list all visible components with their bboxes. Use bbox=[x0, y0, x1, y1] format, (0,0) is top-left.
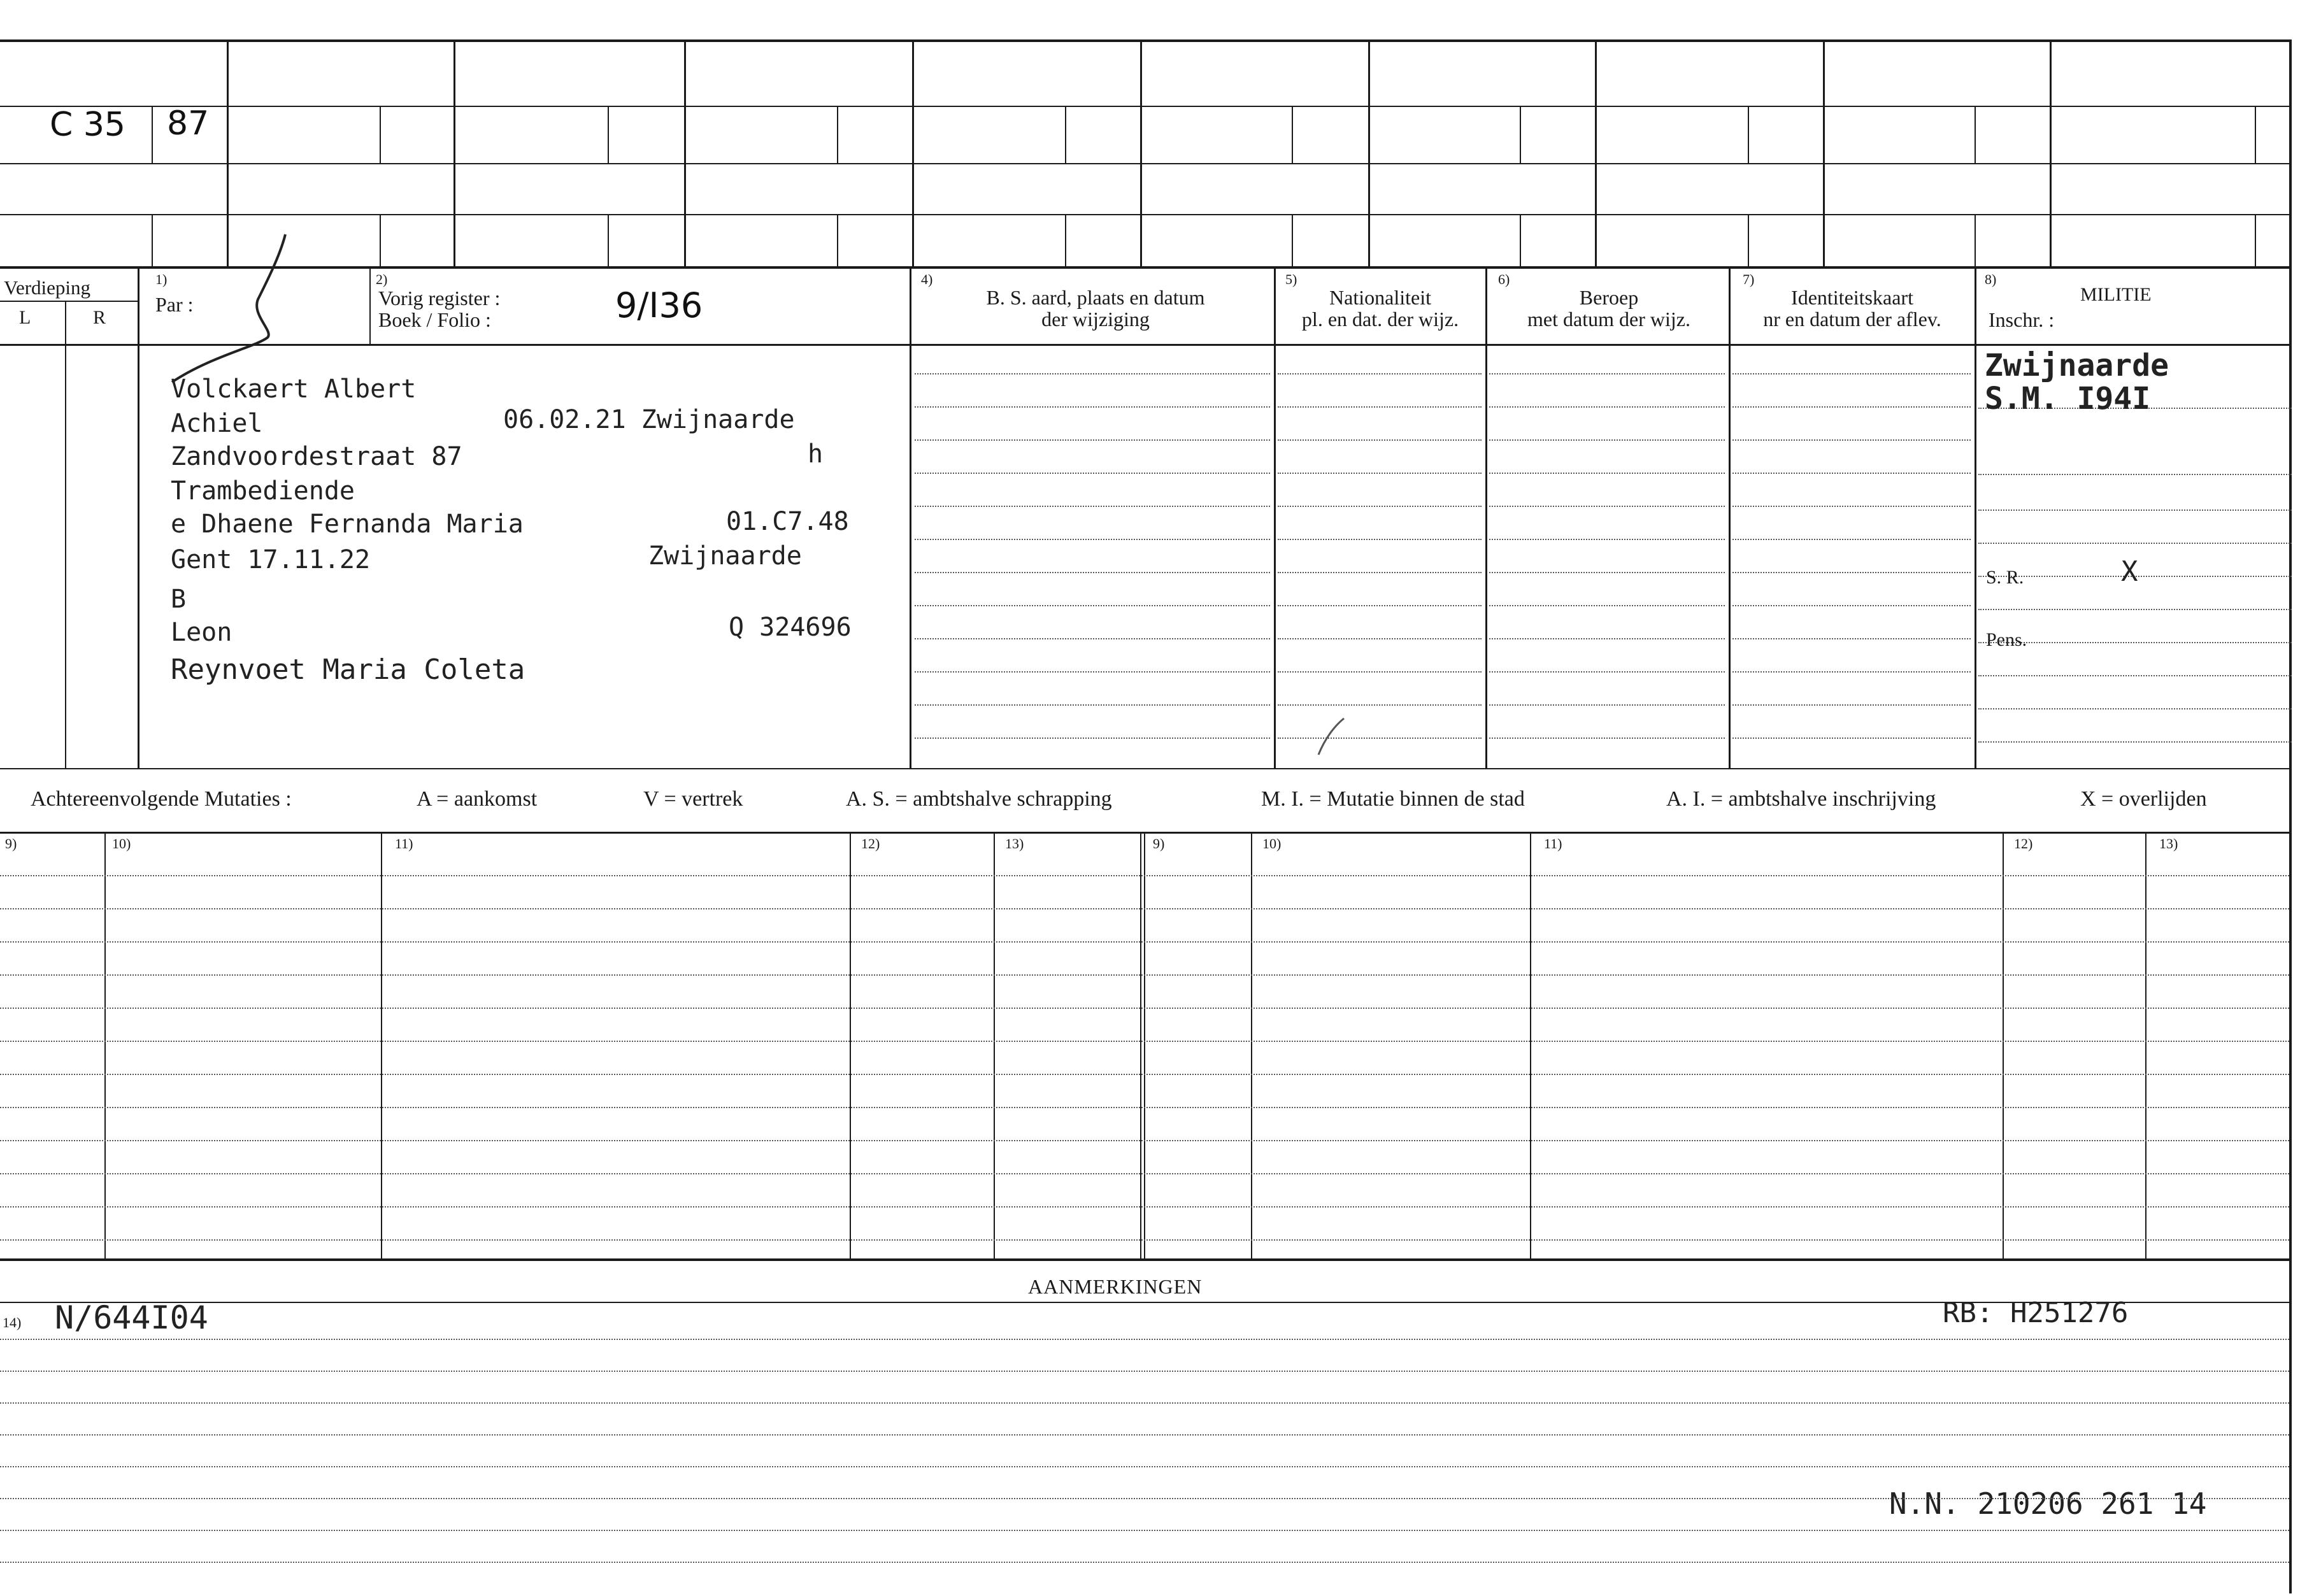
beroep-header-line1: Beroep bbox=[1579, 286, 1639, 309]
legend-aankomst: A = aankomst bbox=[417, 787, 538, 811]
national-number: N.N. 210206 261 14 bbox=[1889, 1486, 2207, 1521]
first-name-line: Achiel bbox=[171, 409, 263, 438]
col5-number: 5) bbox=[1285, 271, 1297, 287]
verdieping-label: Verdieping bbox=[4, 276, 91, 299]
mut-col-10-right: 10) bbox=[1262, 836, 1282, 851]
sr-value: X bbox=[2121, 555, 2138, 588]
profession-line: Trambediende bbox=[171, 476, 355, 506]
nationaliteit-header-line1: Nationaliteit bbox=[1329, 286, 1431, 309]
nationaliteit-header-line2: pl. en dat. der wijz. bbox=[1301, 308, 1459, 331]
legend-title: Achtereenvolgende Mutaties : bbox=[31, 787, 292, 811]
militie-place: Zwijnaarde bbox=[1985, 348, 2169, 383]
spouse-line: e Dhaene Fernanda Maria bbox=[171, 509, 524, 539]
col8-number: 8) bbox=[1985, 271, 1997, 287]
mut-col-12-right: 12) bbox=[2014, 836, 2033, 851]
identiteitskaart-header-line2: nr en datum der aflev. bbox=[1763, 308, 1941, 331]
vorig-register-label: Vorig register : bbox=[378, 287, 501, 310]
address-marker: h bbox=[808, 439, 824, 469]
aanmerkingen-value: N/644I04 bbox=[55, 1299, 208, 1336]
sr-label: S. R. bbox=[1986, 567, 2024, 588]
col1-number: 1) bbox=[155, 271, 168, 287]
spouse-birth-line: Gent 17.11.22 bbox=[171, 545, 371, 574]
identiteitskaart-header-line1: Identiteitskaart bbox=[1791, 286, 1913, 309]
mut-col-13-left: 13) bbox=[1005, 836, 1024, 851]
par-label: Par : bbox=[155, 293, 194, 316]
father-line: Leon bbox=[171, 618, 232, 647]
pens-label: Pens. bbox=[1986, 629, 2027, 650]
code-label: C 35 bbox=[50, 106, 126, 144]
aanmerkingen-title: AANMERKINGEN bbox=[1028, 1275, 1203, 1298]
aanmerkingen-number: 14) bbox=[3, 1315, 22, 1330]
militie-label: MILITIE bbox=[2080, 284, 2152, 305]
beroep-header-line2: met datum der wijz. bbox=[1527, 308, 1690, 331]
mut-col-11-left: 11) bbox=[395, 836, 413, 851]
col6-number: 6) bbox=[1498, 271, 1510, 287]
address-line: Zandvoordestraat 87 bbox=[171, 442, 462, 471]
marriage-place: Zwijnaarde bbox=[648, 541, 802, 571]
boek-folio-label: Boek / Folio : bbox=[378, 308, 491, 331]
birth-date-place: 06.02.21 Zwijnaarde bbox=[503, 405, 795, 434]
marriage-date: 01.C7.48 bbox=[726, 507, 849, 536]
inschr-label: Inschr. : bbox=[1989, 308, 2055, 331]
floor-right-label: R bbox=[93, 307, 106, 328]
mut-col-13-right: 13) bbox=[2159, 836, 2178, 851]
mut-col-10-left: 10) bbox=[112, 836, 131, 851]
mut-col-9-left: 9) bbox=[5, 836, 17, 851]
name-line: Volckaert Albert bbox=[171, 374, 417, 404]
number-label: 87 bbox=[167, 104, 210, 143]
boek-folio-value: 9/I36 bbox=[615, 285, 703, 325]
militie-sm: S.M. I94I bbox=[1985, 381, 2151, 417]
legend-overlijden: X = overlijden bbox=[2080, 787, 2207, 811]
col2-number: 2) bbox=[376, 271, 388, 287]
nationality-code: B bbox=[171, 585, 187, 614]
col4-number: 4) bbox=[921, 271, 933, 287]
rb-number: RB: H251276 bbox=[1943, 1297, 2129, 1329]
mut-col-9-right: 9) bbox=[1153, 836, 1165, 851]
legend-mutatie-stad: M. I. = Mutatie binnen de stad bbox=[1261, 787, 1525, 811]
col7-number: 7) bbox=[1743, 271, 1755, 287]
bs-header-line1: B. S. aard, plaats en datum bbox=[986, 286, 1205, 309]
mother-line: Reynvoet Maria Coleta bbox=[171, 653, 525, 686]
floor-left-label: L bbox=[19, 307, 31, 328]
bs-header-line2: der wijziging bbox=[1041, 308, 1150, 331]
reference-number: Q 324696 bbox=[729, 613, 852, 642]
mut-col-12-left: 12) bbox=[861, 836, 880, 851]
legend-ambtshalve-inschrijving: A. I. = ambtshalve inschrijving bbox=[1666, 787, 1936, 811]
mut-col-11-right: 11) bbox=[1544, 836, 1562, 851]
legend-ambtshalve-schrapping: A. S. = ambtshalve schrapping bbox=[846, 787, 1112, 811]
legend-vertrek: V = vertrek bbox=[643, 787, 743, 811]
